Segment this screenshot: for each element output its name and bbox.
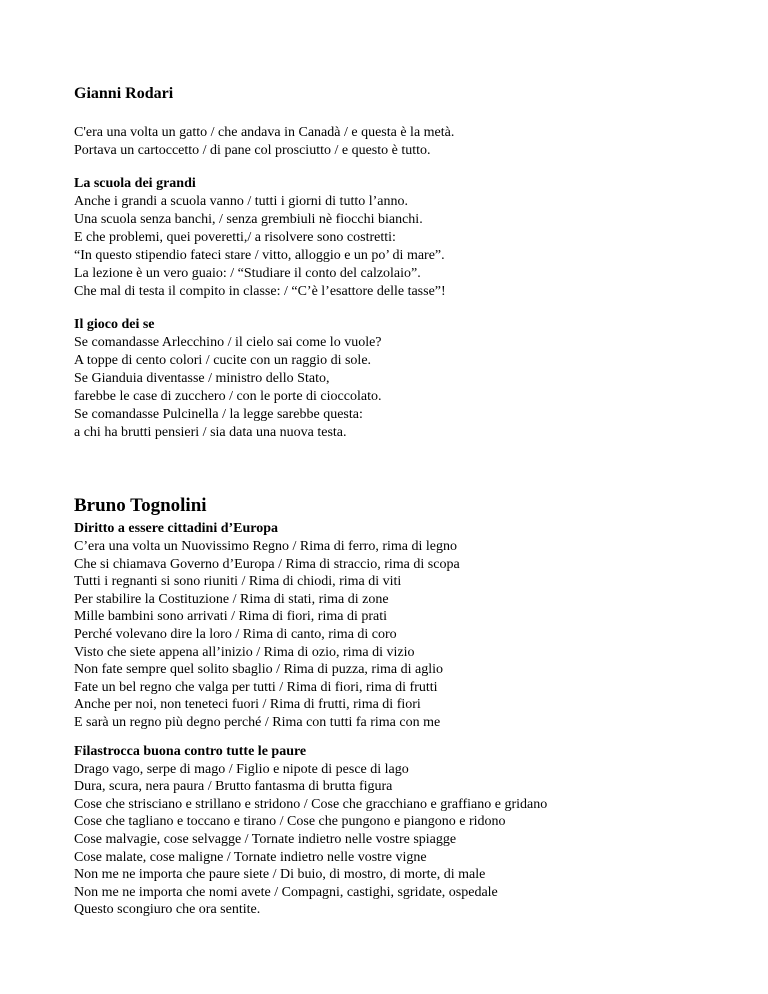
- poem-line: E che problemi, quei poveretti,/ a risolvere sono costretti:: [74, 230, 396, 245]
- poem-line: Questo scongiuro che ora sentite.: [74, 902, 261, 918]
- document-page: [74, 84, 754, 934]
- poem-line: Che mal di testa il compito in classe: / “C’è l’esattore delle tasse”!: [74, 284, 446, 299]
- poem-line: Se comandasse Arlecchino / il cielo sai come lo vuole?: [74, 335, 382, 350]
- poem-line: E sarà un regno più degno perché / Rima con tutti fa rima con me: [74, 714, 441, 730]
- poem-line: Se comandasse Pulcinella / la legge sarebbe questa:: [74, 407, 363, 422]
- poem-line: Che si chiamava Governo d’Europa / Rima di straccio, rima di scopa: [74, 556, 460, 572]
- poem-line: Per stabilire la Costituzione / Rima di stati, rima di zone: [74, 591, 389, 607]
- poem-line: Cose che tagliano e toccano e tirano / Cose che pungono e piangono e ridono: [74, 814, 506, 830]
- poem-line: Drago vago, serpe di mago / Figlio e nipote di pesce di lago: [74, 761, 409, 777]
- poem-line: Non fate sempre quel solito sbaglio / Rima di puzza, rima di aglio: [74, 662, 443, 678]
- poem-line: C’era una volta un Nuovissimo Regno / Rima di ferro, rima di legno: [74, 539, 457, 554]
- poem-line: Se Gianduia diventasse / ministro dello Stato,: [74, 371, 330, 386]
- poem: [74, 175, 754, 301]
- poem-line: Portava un cartoccetto / di pane col prosciutto / e questo è tutto.: [74, 143, 431, 158]
- poem-line: Cose che strisciano e strillano e stridono / Cose che gracchiano e graffiano e gridano: [74, 796, 548, 812]
- poem-line: Cose malate, cose maligne / Tornate indietro nelle vostre vigne: [74, 849, 427, 865]
- poem: [74, 743, 754, 919]
- poem: [74, 520, 754, 732]
- poem-line: Tutti i regnanti si sono riuniti / Rima di chiodi, rima di viti: [74, 574, 402, 590]
- poem-line: Una scuola senza banchi, / senza grembiuli nè fiocchi bianchi.: [74, 212, 423, 227]
- poem-line: Non me ne importa che nomi avete / Compagni, castighi, sgridate, ospedale: [74, 884, 498, 900]
- poem-line: Anche i grandi a scuola vanno / tutti i giorni di tutto l’anno.: [74, 194, 408, 209]
- poem-title: Filastrocca buona contro tutte le paure: [74, 743, 307, 759]
- poem-title: La scuola dei grandi: [74, 176, 196, 191]
- poem-line: a chi ha brutti pensieri / sia data una nuova testa.: [74, 425, 347, 440]
- poem-line: Cose malvagie, cose selvagge / Tornate indietro nelle vostre spiagge: [74, 831, 457, 847]
- poem-line: Visto che siete appena all’inizio / Rima di ozio, rima di vizio: [74, 644, 415, 660]
- poem-line: Fate un bel regno che valga per tutti / Rima di fiori, rima di frutti: [74, 679, 438, 695]
- author-heading: Gianni Rodari: [74, 85, 174, 102]
- poem-line: Dura, scura, nera paura / Brutto fantasma di brutta figura: [74, 779, 393, 795]
- poem-line: farebbe le case di zucchero / con le porte di cioccolato.: [74, 389, 382, 404]
- poem-line: A toppe di cento colori / cucite con un raggio di sole.: [74, 353, 372, 368]
- poem: [74, 316, 754, 442]
- poem-line: La lezione è un vero guaio: / “Studiare il conto del calzolaio”.: [74, 266, 421, 281]
- poem-line: “In questo stipendio fateci stare / vitto, alloggio e un po’ di mare”.: [74, 248, 445, 263]
- intro-stanza: [74, 124, 754, 160]
- poem-line: Mille bambini sono arrivati / Rima di fiori, rima di prati: [74, 609, 387, 625]
- poem-line: Non me ne importa che paure siete / Di buio, di mostro, di morte, di male: [74, 867, 486, 883]
- poem-line: Anche per noi, non teneteci fuori / Rima di frutti, rima di fiori: [74, 697, 421, 713]
- author-heading: Bruno Tognolini: [74, 495, 207, 516]
- poem-line: C'era una volta un gatto / che andava in Canadà / e questa è la metà.: [74, 125, 455, 140]
- poem-title: Diritto a essere cittadini d’Europa: [74, 521, 279, 536]
- poem-line: Perché volevano dire la loro / Rima di canto, rima di coro: [74, 626, 397, 642]
- poem-title: Il gioco dei se: [74, 317, 155, 332]
